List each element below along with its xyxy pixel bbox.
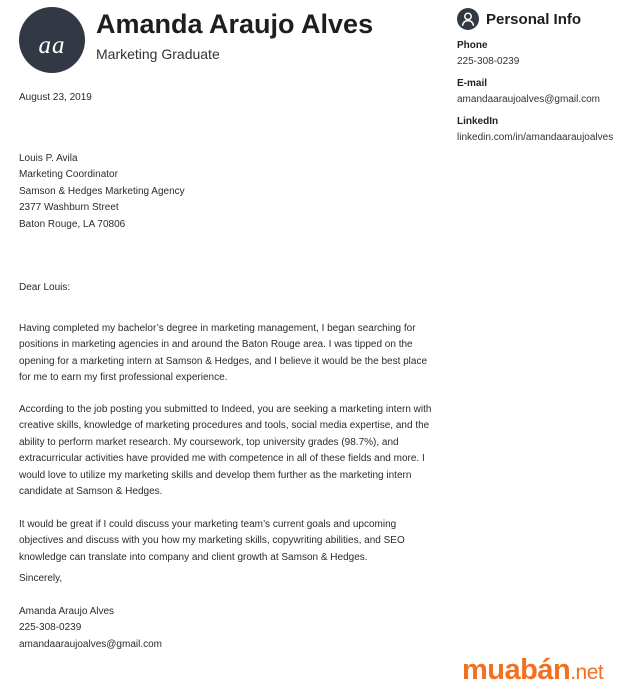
linkedin-label: LinkedIn	[457, 116, 499, 127]
email-value[interactable]: amandaaraujoalves@gmail.com	[457, 94, 600, 105]
signature-name: Amanda Araujo Alves	[19, 606, 115, 617]
linkedin-value[interactable]: linkedin.com/in/amandaaraujoalves	[457, 132, 614, 143]
applicant-name: Amanda Araujo Alves	[96, 9, 374, 39]
letter-paragraph: Having completed my bachelor’s degree in marketing management, I began searching for positions in marketing agencies in and around the Baton Rouge area. I was tipped on the opening for a marketing intern at Samson & Hedges, and I believe it would be the best place for me to earn my first professional experience.	[19, 323, 428, 384]
signature-phone: 225-308-0239	[19, 622, 82, 634]
avatar-initials: aa	[38, 32, 66, 59]
closing: Sincerely,	[19, 573, 63, 584]
signature-block	[19, 604, 437, 653]
phone-value: 225-308-0239	[457, 56, 520, 67]
personal-info-panel	[457, 8, 637, 143]
personal-info-title: Personal Info	[486, 10, 582, 28]
person-icon	[457, 8, 479, 30]
watermark-logo	[462, 654, 603, 687]
letter-date: August 23, 2019	[19, 92, 92, 103]
recipient-street: 2377 Washburn Street	[19, 202, 119, 214]
letter-paragraph: It would be great if I could discuss your marketing team’s current goals and upcoming objectives and discuss with you how my marketing skills, copywriting abilities, and SEO knowledge can translate into company and client growth at Samson & Hedges.	[19, 519, 405, 563]
watermark-brand: muabán	[462, 654, 571, 686]
salutation: Dear Louis:	[19, 282, 71, 293]
watermark-tld: .net	[570, 661, 604, 684]
personal-info-header	[457, 8, 637, 30]
avatar	[19, 7, 85, 73]
applicant-title: Marketing Graduate	[96, 46, 220, 62]
signature-email: amandaaraujoalves@gmail.com	[19, 638, 162, 650]
recipient-title: Marketing Coordinator	[19, 169, 118, 181]
recipient-block	[19, 151, 437, 233]
recipient-company: Samson & Hedges Marketing Agency	[19, 185, 185, 197]
phone-label: Phone	[457, 40, 488, 51]
letter-paragraph: According to the job posting you submitted to Indeed, you are seeking a marketing intern with creative skills, knowledge of marketing procedures and tools, social media expertise, and the ability to perform market research. My coursework, top university grades (98.7%), and extracurricular activities have provided me with competence in all of these fields and more. I would love to utilize my marketing skills and develop them further as the marketing intern candidate at Samson & Hedges.	[19, 404, 432, 498]
recipient-city: Baton Rouge, LA 70806	[19, 218, 126, 230]
recipient-name: Louis P. Avila	[19, 153, 78, 164]
email-label: E-mail	[457, 78, 488, 89]
